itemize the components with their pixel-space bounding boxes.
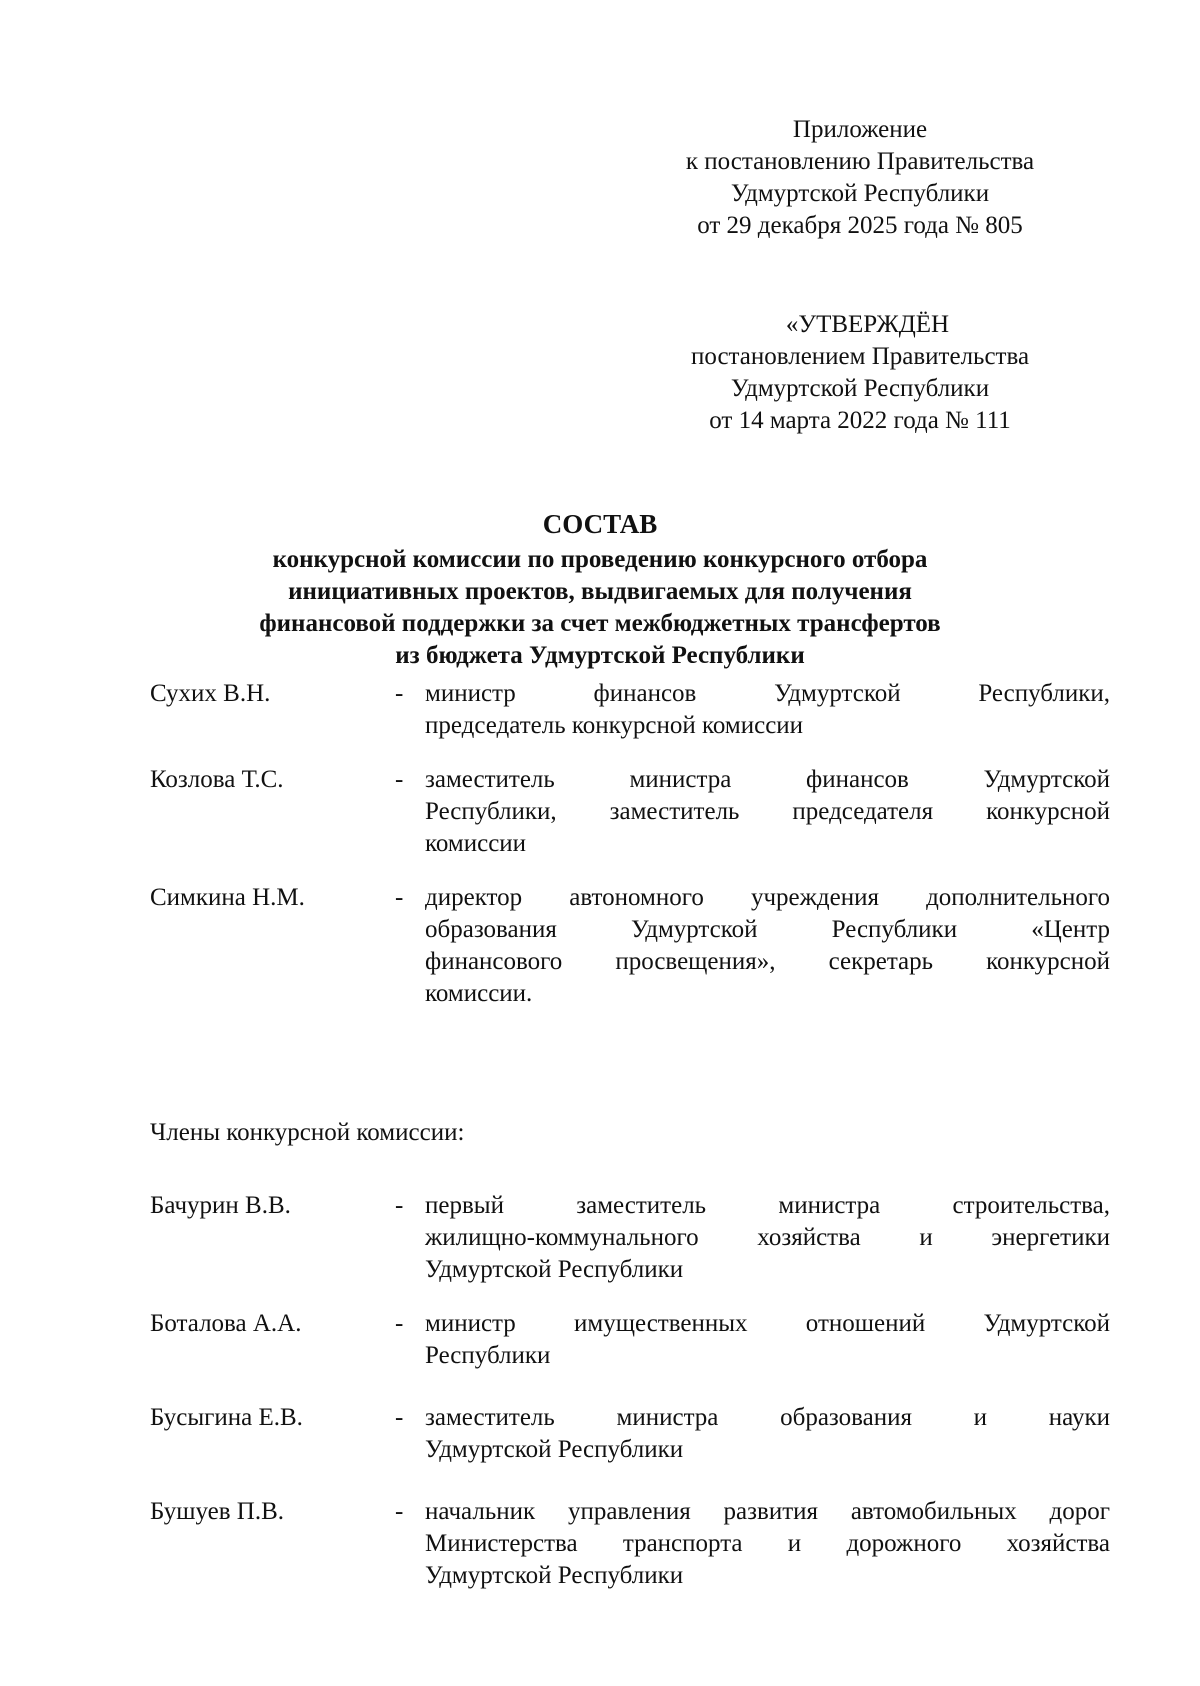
appendix-line-4: от 29 декабря 2025 года № 805 <box>697 212 1023 239</box>
member-role <box>425 764 1110 860</box>
member-role <box>425 1496 1110 1592</box>
role-line: Удмуртской Республики <box>425 1562 684 1589</box>
member-name: Симкина Н.М. <box>150 884 305 911</box>
role-line: первый заместитель министра строительства, <box>425 1192 1110 1219</box>
role-line: Республики, заместитель председателя конкурсной <box>425 798 1110 825</box>
role-line: Республики <box>425 1342 551 1369</box>
dash-separator: - <box>395 1192 404 1219</box>
appendix-header <box>640 114 1080 242</box>
role-line: начальник управления развития автомобильных дорог <box>425 1498 1110 1525</box>
dash-separator: - <box>395 680 404 707</box>
role-line: Удмуртской Республики <box>425 1436 684 1463</box>
member-name: Сухих В.Н. <box>150 680 271 707</box>
member-role <box>425 1308 1110 1372</box>
role-line: министр имущественных отношений Удмуртской <box>425 1310 1110 1337</box>
role-line: образования Удмуртской Республики «Центр <box>425 916 1110 943</box>
member-name: Боталова А.А. <box>150 1310 302 1337</box>
role-line: жилищно-коммунального хозяйства и энергетики <box>425 1224 1110 1251</box>
approved-line-4: от 14 марта 2022 года № 111 <box>709 407 1011 434</box>
dash-separator: - <box>395 884 404 911</box>
member-name: Бушуев П.В. <box>150 1498 285 1525</box>
role-line: заместитель министра финансов Удмуртской <box>425 766 1110 793</box>
appendix-line-3: Удмуртской Республики <box>730 180 990 207</box>
role-line: комиссии <box>425 830 527 857</box>
role-line: Министерства транспорта и дорожного хозяйства <box>425 1530 1110 1557</box>
title-line-4: из бюджета Удмуртской Республики <box>395 642 805 669</box>
role-line: председатель конкурсной комиссии <box>425 712 804 739</box>
title-main: СОСТАВ <box>542 509 658 539</box>
role-line: директор автономного учреждения дополнительного <box>425 884 1110 911</box>
title-line-2: инициативных проектов, выдвигаемых для получения <box>288 578 912 605</box>
dash-separator: - <box>395 1498 404 1525</box>
member-role <box>425 1190 1110 1286</box>
member-role <box>425 1402 1110 1466</box>
member-role <box>425 882 1110 1010</box>
appendix-line-1: Приложение <box>792 116 928 143</box>
member-role <box>425 678 1110 742</box>
title-line-3: финансовой поддержки за счет межбюджетных трансфертов <box>259 610 941 637</box>
approved-line-1: «УТВЕРЖДЁН <box>785 311 950 338</box>
approved-line-2: постановлением Правительства <box>690 343 1030 370</box>
dash-separator: - <box>395 1404 404 1431</box>
role-line: заместитель министра образования и науки <box>425 1404 1110 1431</box>
approved-line-3: Удмуртской Республики <box>730 375 990 402</box>
dash-separator: - <box>395 1310 404 1337</box>
document-title <box>150 508 1050 672</box>
member-name: Бусыгина Е.В. <box>150 1404 303 1431</box>
member-name: Козлова Т.С. <box>150 766 284 793</box>
role-line: Удмуртской Республики <box>425 1256 684 1283</box>
member-name: Бачурин В.В. <box>150 1192 291 1219</box>
role-line: комиссии. <box>425 980 533 1007</box>
members-heading: Члены конкурсной комиссии: <box>150 1119 465 1146</box>
approval-stamp-block <box>640 309 1080 437</box>
dash-separator: - <box>395 766 404 793</box>
title-line-1: конкурсной комиссии по проведению конкурсного отбора <box>272 546 928 573</box>
role-line: финансового просвещения», секретарь конкурсной <box>425 948 1110 975</box>
role-line: министр финансов Удмуртской Республики, <box>425 680 1110 707</box>
appendix-line-2: к постановлению Правительства <box>685 148 1035 175</box>
